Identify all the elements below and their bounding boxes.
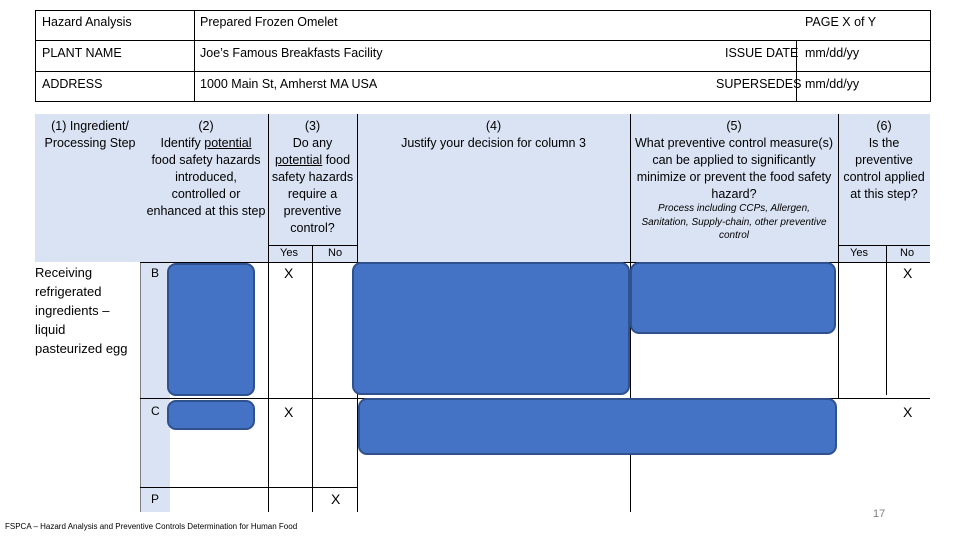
col6-line: preventive [855,153,913,167]
mark-p-no: X [331,491,341,507]
col6-header [838,118,930,203]
col3-number: (3) [304,119,321,133]
address-value: 1000 Main St, Amherst MA USA [200,77,378,91]
col5-note [630,202,838,243]
col2-underlined: potential [204,136,252,150]
step-line: Receiving [35,265,93,280]
col6-no-label: No [900,247,915,259]
col5-note-line: Sanitation, Supply-chain, other preventive [641,216,827,228]
col5-line: What preventive control measure(s) [635,136,833,150]
hazard-type-physical: P [151,492,160,506]
col2-number: (2) [198,119,214,133]
header-col-divider [194,10,195,102]
col3-no-label: No [328,247,343,259]
col3-yes-label: Yes [280,247,298,259]
col5-note-line: control [718,230,749,241]
redacted-hazard-b [167,263,255,396]
grid-line [312,245,313,512]
col5-note-line: Process including CCPs, Allergen, [658,203,810,214]
hazard-analysis-label: Hazard Analysis [42,15,132,29]
col3-line [268,152,357,169]
col1-line: (1) Ingredient/ [51,119,129,133]
hazard-type-column [140,262,170,512]
col4-number: (4) [485,119,502,133]
mark-b-yes: X [284,265,294,281]
col2-text: Identify [160,136,205,150]
processing-step [35,263,143,358]
page-number: 17 [873,508,886,520]
col3-line: require a [287,187,338,201]
col6-line: Is the [868,136,900,150]
address-label: ADDRESS [42,77,103,91]
col3-underlined: potential [274,153,323,167]
supersedes-label: SUPERSEDES [716,77,802,91]
redacted-justification-c [358,398,837,455]
col3-header [268,118,357,237]
col2-header [140,118,272,220]
col2-line: introduced, [175,170,237,184]
col3-line: safety hazards [271,170,354,184]
redacted-control-b [630,262,836,334]
col2-line: food safety hazards [151,153,261,167]
redacted-justification-b [352,262,630,395]
grid-line [268,245,357,246]
col2-line [140,135,272,152]
step-line: liquid [35,322,66,337]
issue-date-label: ISSUE DATE [725,46,799,60]
plant-name-value: Joe’s Famous Breakfasts Facility [200,46,383,60]
col3-line: Do any [292,136,333,150]
step-line: refrigerated [35,284,102,299]
hazard-type-chemical: C [151,404,160,418]
col4-header [357,118,630,152]
redacted-hazard-c [167,400,255,430]
col2-line: controlled or [171,187,241,201]
issue-date-value: mm/dd/yy [805,46,860,60]
footer-source: FSPCA – Hazard Analysis and Preventive Controls Determination for Human Food [5,522,298,531]
col3-line: preventive [283,204,342,218]
plant-name-label: PLANT NAME [42,46,122,60]
col5-line: minimize or prevent the food safety [636,170,832,184]
supersedes-value: mm/dd/yy [805,77,860,91]
col5-header [630,118,838,203]
grid-line [838,245,930,246]
col5-line: hazard? [711,187,757,201]
col3-line: control? [290,221,335,235]
col3-text: food [322,153,351,167]
col6-line: at this step? [850,187,918,201]
mark-c-control-no: X [903,404,913,420]
col6-yes-label: Yes [850,247,868,259]
grid-line [140,487,357,488]
product-name: Prepared Frozen Omelet [200,15,338,29]
step-line: pasteurized egg [35,341,128,356]
mark-c-yes: X [284,404,294,420]
col5-number: (5) [726,119,742,133]
col6-number: (6) [876,119,892,133]
col6-line: control applied [843,170,925,184]
col1-header [35,118,145,152]
col4-line: Justify your decision for column 3 [401,136,586,150]
page-indicator: PAGE X of Y [805,15,877,29]
hazard-type-biological: B [151,266,160,280]
col2-line: enhanced at this step [146,204,266,218]
mark-b-control-no: X [903,265,913,281]
col1-line: Processing Step [44,136,136,150]
grid-line [886,245,887,395]
step-line: ingredients – [35,303,110,318]
col5-line: can be applied to significantly [652,153,816,167]
